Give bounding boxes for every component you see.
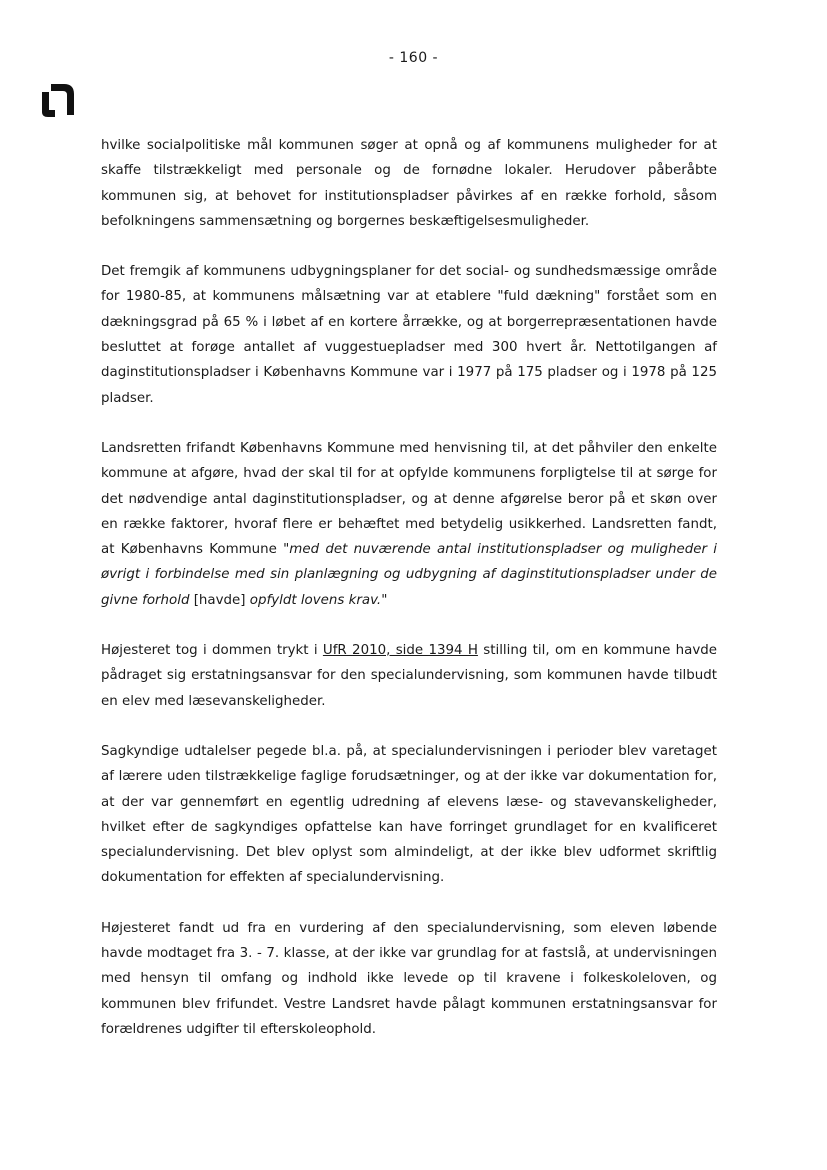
paragraph-4-text-end: stilling til, om en kommune havde pådraget sig erstatningsansvar for den specialundervisning, som kommunen havde tilbudt en elev med læsevanskeligheder.: [101, 643, 718, 709]
paragraph-4: [101, 638, 717, 714]
paragraph-2: Det fremgik af kommunens udbygningsplaner for det social- og sundhedsmæssige område for 1980-85, at kommunens målsætning var at etablere "fuld dækning" forstået som en dækningsgrad på 65 % i løbet af en kortere årrække, og at borgerrepræsentationen havde besluttet at forøge antallet af vuggestuepladser med 300 hvert år. Nettotilgangen af daginstitutionspladser i Københavns Kommune var i 1977 på 175 pladser og i 1978 på 125 pladser.: [101, 264, 717, 406]
paragraph-4-text: Højesteret tog i dommen trykt i: [101, 643, 323, 659]
paragraph-3: [101, 436, 717, 613]
document-body: [101, 133, 717, 1067]
paragraph-3-text: Landsretten frifandt Københavns Kommune med henvisning til, at det påhviler den enkelte kommune at afgøre, hvad der skal til for at opfylde kommunens forpligtelse til at sørge for det nødvendige antal daginstitutionspladser, og at denne afgørelse beror på et skøn over en række faktorer, hvoraf flere er behæftet med betydelig usikkerhed. Landsretten fandt, at Københavns Kommune: [101, 440, 717, 558]
page-number: - 160 -: [388, 50, 439, 66]
bracket-insertion: [havde]: [189, 592, 250, 608]
document-logo-icon: [38, 82, 78, 118]
paragraph-1: hvilke socialpolitiske mål kommunen søger at opnå og af kommunens muligheder for at skaffe tilstrækkeligt med personale og de fornødne lokaler. Herudover påberåbte kommunen sig, at behovet for institutionspladser påvirkes af en række forhold, såsom befolkningens sammensætning og borgernes beskæftigelsesmuligheder.: [101, 138, 717, 229]
paragraph-6: Højesteret fandt ud fra en vurdering af den specialundervisning, som eleven løbende havde modtaget fra 3. - 7. klasse, at der ikke var grundlag for at fastslå, at undervisningen med hensyn til omfang og indhold ikke levede op til kravene i folkeskoleloven, og kommunen blev frifundet. Vestre Landsret havde pålagt kommunen erstatningsansvar for forældrenes udgifter til efterskoleophold.: [101, 920, 717, 1037]
quote-text: "med det nuværende antal institutionspladser og muligheder i øvrigt i forbindelse med sin planlægning og udbygning af daginstitutionspladser under de givne forhold: [101, 542, 717, 608]
case-reference-link[interactable]: UfR 2010, side 1394 H: [322, 643, 478, 659]
paragraph-5: Sagkyndige udtalelser pegede bl.a. på, at specialundervisningen i perioder blev varetaget af lærere uden tilstrækkelige faglige forudsætninger, og at der ikke var dokumentation for, at der var gennemført en egentlig udredning af elevens læse- og stavevanskeligheder, hvilket efter de sagkyndiges opfattelse kan have forringet grundlaget for en kvalificeret specialundervisning. Det blev oplyst som almindeligt, at der ikke blev udformet skriftlig dokumentation for effekten af specialundervisning.: [101, 743, 717, 886]
quote-text-end: opfyldt lovens krav.": [249, 592, 388, 608]
